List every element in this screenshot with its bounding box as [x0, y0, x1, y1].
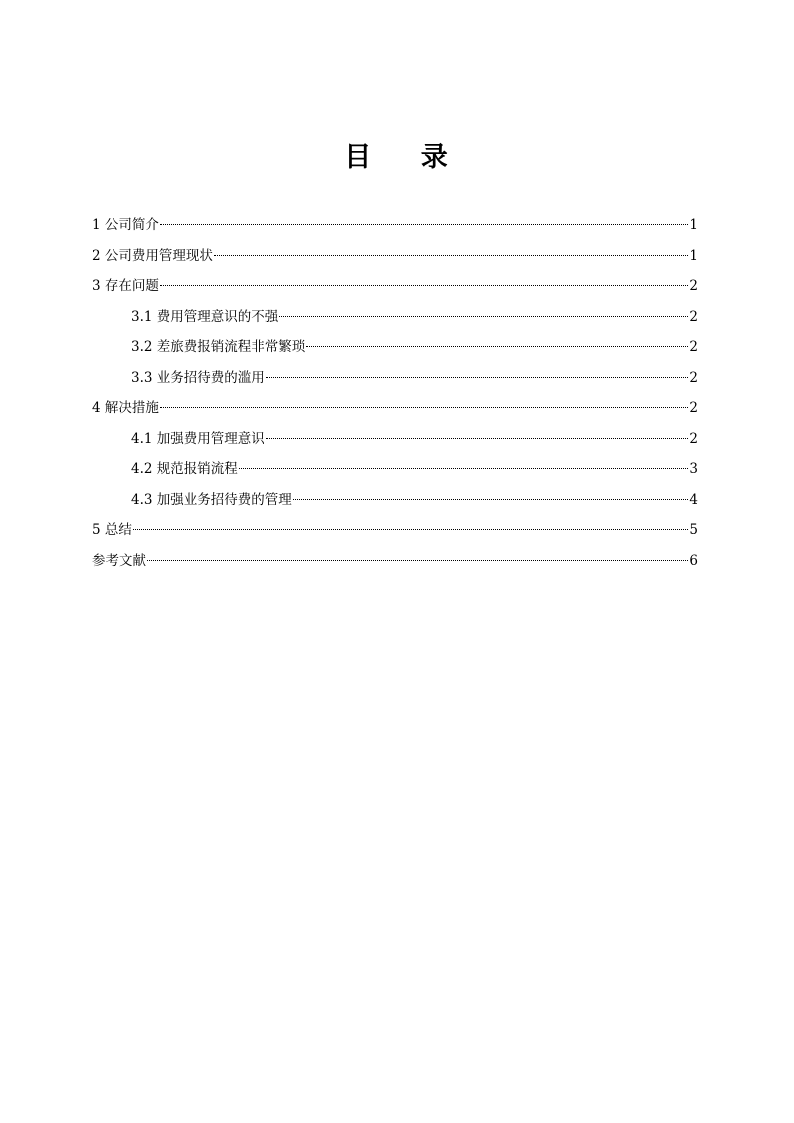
dot-leader: [160, 224, 689, 225]
toc-entry-3-3[interactable]: [92, 363, 698, 394]
dot-leader: [279, 316, 688, 317]
toc-entry-label: 4.3 加强业务招待费的管理: [131, 491, 292, 508]
toc-entry-page: 2: [689, 430, 698, 447]
toc-entry-page: 6: [689, 552, 698, 569]
toc-entry-5[interactable]: [92, 515, 698, 546]
toc-entry-3-1[interactable]: [92, 302, 698, 333]
toc-entry-label: 3.1 费用管理意识的不强: [131, 308, 279, 325]
toc-entry-label: 4 解决措施: [92, 400, 159, 416]
toc-entry-label: 2 公司费用管理现状: [92, 247, 213, 264]
toc-entry-page: 2: [689, 339, 698, 355]
toc-entry-label: 4.2 规范报销流程: [131, 461, 238, 477]
toc-entry-4-2[interactable]: [92, 454, 698, 485]
toc-entry-4-3[interactable]: [92, 485, 698, 516]
toc-entry-page: 2: [689, 369, 698, 386]
toc-entry-page: 2: [689, 308, 698, 325]
toc-entry-page: 2: [689, 278, 698, 294]
dot-leader: [293, 499, 689, 500]
toc-entry-4-1[interactable]: [92, 424, 698, 455]
dot-leader: [160, 285, 689, 286]
dot-leader: [214, 255, 689, 256]
toc-entry-label: 3.2 差旅费报销流程非常繁琐: [131, 339, 306, 355]
toc-entry-label: 3 存在问题: [92, 278, 159, 294]
dot-leader: [306, 346, 688, 347]
dot-leader: [147, 560, 688, 561]
toc-entry-label: 1 公司简介: [92, 217, 159, 233]
dot-leader: [239, 468, 689, 469]
dot-leader: [266, 438, 689, 439]
toc-entry-3-2[interactable]: [92, 332, 698, 363]
toc-entry-label: 3.3 业务招待费的滥用: [131, 369, 265, 386]
toc-entry-4[interactable]: [92, 393, 698, 424]
toc-entry-label: 参考文献: [92, 552, 146, 569]
toc-entry-page: 1: [689, 247, 698, 264]
table-of-contents: [92, 210, 698, 576]
dot-leader: [160, 407, 689, 408]
toc-entry-1[interactable]: [92, 210, 698, 241]
toc-entry-label: 5 总结: [92, 522, 132, 538]
toc-entry-page: 5: [689, 522, 698, 538]
dot-leader: [133, 529, 689, 530]
toc-entry-page: 3: [689, 461, 698, 477]
toc-entry-page: 4: [689, 491, 698, 508]
toc-entry-label: 4.1 加强费用管理意识: [131, 430, 265, 447]
toc-entry-3[interactable]: [92, 271, 698, 302]
toc-title: 目 录: [344, 142, 468, 173]
toc-entry-references[interactable]: [92, 546, 698, 577]
dot-leader: [266, 377, 689, 378]
toc-entry-page: 2: [689, 400, 698, 416]
toc-entry-2[interactable]: [92, 241, 698, 272]
toc-entry-page: 1: [689, 217, 698, 233]
